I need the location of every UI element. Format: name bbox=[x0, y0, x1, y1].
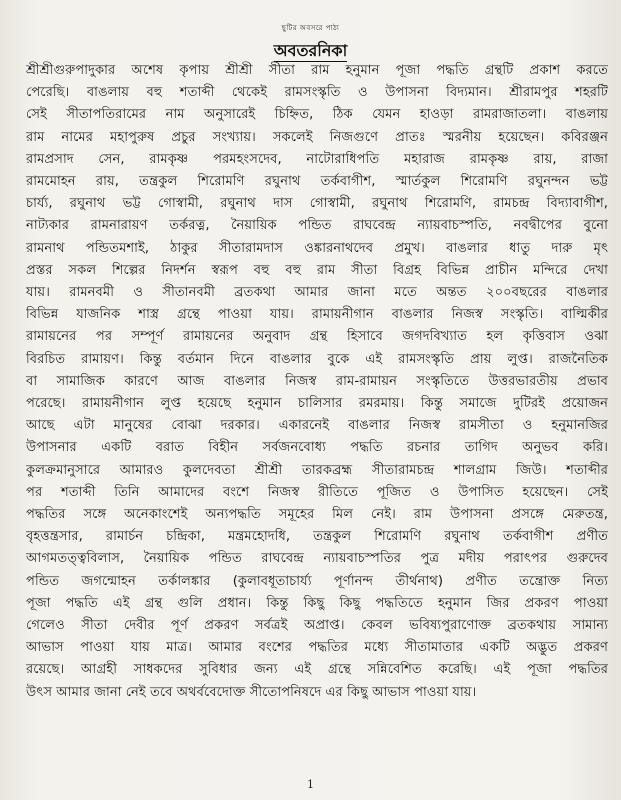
page-number: 1 bbox=[307, 778, 314, 791]
body-line: বিভিন্ন যাজনিক শাস্ত্র গ্রন্থে পাওয়া যায়। রামায়নীগান বাঙলার নিজস্ব সংস্কৃতি। বাল্মিকীর bbox=[26, 307, 608, 323]
body-line: বৃহত্তন্ত্রসার, রামার্চন চন্দ্রিকা, মন্ত্রমহোদধি, তন্ত্রকুল শিরোমণি রঘুনাথ তর্কবাগীশ প্রণীত bbox=[26, 529, 608, 545]
body-line: আছে এটা মানুষের বোঝা দরকার। একারনেই বাঙলার নিজস্ব রামসীতা ও হনুমানজির bbox=[26, 418, 608, 434]
body-line: প্রস্তর সকল শিল্পের নিদর্শন স্বরূপ বহু বহু রাম সীতা বিগ্রহ বিভিন্ন প্রাচীন মন্দিরে দেখা bbox=[26, 262, 608, 278]
body-line: পূজা পদ্ধতি এই গ্রন্থ গুলি প্রধান। কিন্তু কিছু কিছু পদ্ধতিতে হনুমান জির প্রকরণ পাওয়া bbox=[26, 595, 608, 611]
body-text bbox=[26, 60, 608, 704]
body-line: চার্য্য, রঘুনাথ ভট্ট গোস্বামী, রঘুনাথ দাস গোস্বামী, রঘুনাথ শিরোমণি, রামচন্দ্র বিদ্যাবাগীশ, bbox=[26, 196, 608, 212]
body-line: উৎস আমার জানা নেই তবে অথর্ববেদোক্ত সীতোপনিষদে এর কিছু আভাস পাওয়া যায়। bbox=[26, 684, 477, 700]
body-line: গেলেও সীতা দেবীর পূর্ণ প্রকরণ সর্বত্রই অপ্রাপ্ত। কেবল ভবিষ্যপুরাণোক্ত ব্রতকথায় সামান্য bbox=[26, 618, 608, 634]
body-line: রামপ্রসাদ সেন, রামকৃষ্ণ পরমহংসদেব, নাটোরাধিপতি মহারাজ রামকৃষ্ণ রায়, রাজা bbox=[26, 151, 608, 167]
body-line: উপাসনার একটি বরাত বিহীন সর্বজনবোধ্য পদ্ধতি রচনার তাগিদ অনুভব করি। bbox=[26, 440, 608, 456]
body-line: যায়। রামনবমী ও সীতানবমী ব্রতকথা আমার জানা মতে অন্তত ২০০বছরের বাঙলার bbox=[26, 285, 608, 301]
body-line: পর শতাব্দী তিনি আমাদের বংশে নিজস্ব রীতিতে পূজিত ও উপাসিত হয়েছেন। সেই bbox=[26, 484, 608, 500]
page-title-text: অবতরনিকা bbox=[273, 41, 348, 60]
body-line: পরেছে। রামায়নীগান লুপ্ত হয়েছে হনুমান চালিসার রমরমায়। কিন্তু সমাজে দুটিরই প্রয়োজন bbox=[26, 396, 608, 412]
body-line: রয়েছে। আগ্রহী সাধকদের সুবিধার জন্য এই গ্রন্থে সন্নিবেশিত করেছি। এই পূজা পদ্ধতির bbox=[26, 662, 608, 678]
body-line: শ্রীশ্রীগুরুপাদুকার অশেষ কৃপায় শ্রীশ্রী সীতা রাম হনুমান পূজা পদ্ধতি গ্রন্থটি প্রকাশ করতে bbox=[26, 63, 608, 78]
running-header: ছুটির অবসরে পাঠ্য bbox=[281, 24, 340, 32]
body-line: রামনাথ পন্ডিতমশাই, ঠাকুর সীতারামদাস ওঙ্কারনাথদেব প্রমুখ। বাঙলার ধাতু দারু মৃৎ bbox=[26, 240, 608, 256]
body-line: বিরচিত রামায়ণ। কিন্তু বর্তমান দিনে বাঙলার বুকে এই রামসংস্কৃতি প্রায় লুপ্ত। রাজনৈতিক bbox=[26, 351, 608, 367]
body-line: রামায়নের পর সম্পূর্ণ রামায়নের অনুবাদ গ্রন্থ হিসাবে জগদবিখ্যাত হল কৃত্তিবাস ওঝা bbox=[26, 329, 608, 345]
body-line: আগমতত্ত্ববিলাস, নৈয়ায়িক পন্ডিত রাঘবেন্দ্র ন্যায়বাচস্পতির পুত্র মদীয় পরাৎপর গুরুদেব bbox=[26, 551, 608, 567]
body-line: বা সামাজিক কারণে আজ বাঙলার নিজস্ব রাম-রামায়ন সংস্কৃতিতে উত্তরভারতীয় প্রভাব bbox=[26, 373, 608, 389]
body-line: সেই সীতাপতিরামের নাম অনুসারেই চিহ্নিত, ঠিক যেমন হাওড়া রামরাজাতলা। বাঙলায় bbox=[26, 107, 608, 123]
body-line: রাম নামের মহাপুরুষ প্রচুর সংখ্যায়। সকলেই নিজগুণে প্রাতঃ স্মরনীয় হয়েছেন। কবিরঞ্জন bbox=[26, 129, 608, 145]
body-line: পন্ডিত জগন্মোহন তর্কালঙ্কার (কুলাবধূতাচার্য্য পূর্ণানন্দ তীর্থনাথ) প্রণীত তন্ত্রোক্ত নিত্য bbox=[26, 573, 608, 589]
body-line: আভাস পাওয়া যায় মাত্র। আমার বংশের পদ্ধতির মধ্যে সীতামাতার একটি অদ্ভুত প্রকরণ bbox=[26, 640, 608, 656]
body-line: পদ্ধতির সঙ্গে অনেকাংশেই অন্যপদ্ধতি সমূহের মিল নেই। রাম উপাসনা প্রসঙ্গে মেরুতন্ত্র, bbox=[26, 507, 608, 523]
body-line: নাট্যকার রামনারায়ণ তর্করত্ন, নৈয়ায়িক পন্ডিত রাঘবেন্দ্র ন্যায়বাচস্পতি, নবদ্বীপের বুনো bbox=[26, 218, 608, 234]
body-line: কুলক্রমানুসারে আমারও কুলদেবতা শ্রীশ্রী তারকব্রহ্ম সীতারামচন্দ্র শালগ্রাম জিউ। শতাব্দীর bbox=[26, 462, 608, 478]
body-line: পেরেছি। বাঙলায় বহু শতাব্দী থেকেই রামসংস্কৃতি ও উপাসনা বিদ্যমান। শ্রীরামপুর শহরটি bbox=[26, 85, 608, 101]
body-line: রামমোহন রায়, তন্ত্রকুল শিরোমণি রঘুনাথ তর্কবাগীশ, স্মার্তকুল শিরোমণি রঘুনন্দন ভট্ট bbox=[26, 174, 608, 190]
